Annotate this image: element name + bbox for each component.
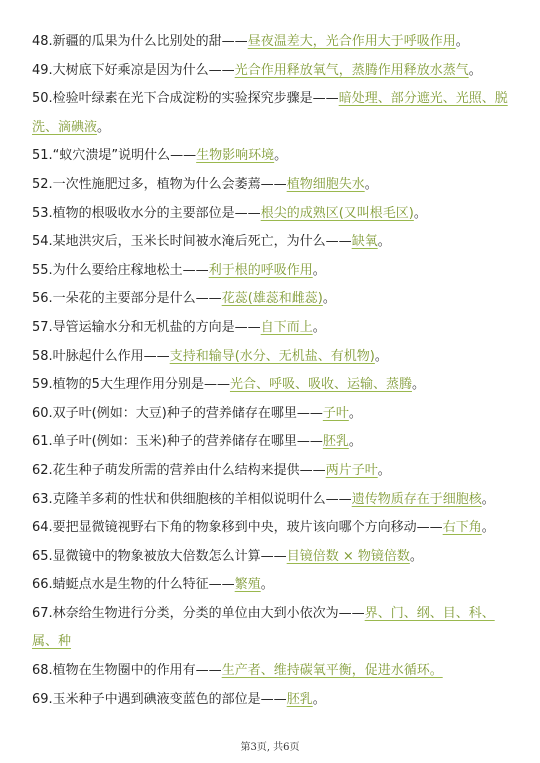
end-punct: 。 bbox=[322, 291, 336, 307]
answer-text: 繁殖 bbox=[234, 577, 261, 593]
end-punct: 。 bbox=[312, 319, 326, 335]
answer-text: 目镜倍数 × 物镜倍数 bbox=[286, 548, 410, 564]
question-item bbox=[32, 486, 516, 515]
question-text: 57.导管运输水分和无机盐的方向是—— bbox=[32, 319, 261, 335]
question-item bbox=[32, 57, 516, 86]
question-text: 68.植物在生物圈中的作用有—— bbox=[32, 663, 222, 679]
question-item bbox=[32, 28, 516, 57]
answer-text: 光合作用释放氧气，蒸腾作用释放水蒸气 bbox=[234, 62, 469, 78]
question-text: 49.大树底下好乘凉是因为什么—— bbox=[32, 62, 235, 78]
answer-text: 根尖的成熟区(又叫根毛区) bbox=[260, 205, 414, 221]
answer-text: 胚乳 bbox=[286, 691, 313, 707]
question-text: 56.一朵花的主要部分是什么—— bbox=[32, 291, 222, 307]
question-text: 66.蜻蜓点水是生物的什么特征—— bbox=[32, 577, 235, 593]
question-item bbox=[32, 142, 516, 171]
end-punct: 。 bbox=[377, 462, 391, 478]
answer-text: 子叶 bbox=[322, 405, 349, 421]
question-text: 67.林奈给生物进行分类，分类的单位由大到小依次为—— bbox=[32, 605, 365, 621]
page-footer: 第3页, 共6页 bbox=[240, 742, 300, 753]
question-item bbox=[32, 571, 516, 600]
answer-text: 胚乳 bbox=[322, 434, 349, 450]
answer-text: 利于根的呼吸作用 bbox=[208, 262, 313, 278]
answer-text: 植物细胞失水 bbox=[286, 176, 365, 192]
question-text: 51.“蚁穴溃堤”说明什么—— bbox=[32, 148, 197, 164]
question-text: 60.双子叶(例如：大豆)种子的营养储存在哪里—— bbox=[32, 405, 323, 421]
question-text: 63.克隆羊多莉的性状和供细胞核的羊相似说明什么—— bbox=[32, 491, 352, 507]
question-item bbox=[32, 400, 516, 429]
question-item bbox=[32, 85, 516, 142]
question-text: 61.单子叶(例如：玉米)种子的营养储存在哪里—— bbox=[32, 434, 323, 450]
end-punct: 。 bbox=[348, 405, 362, 421]
end-punct: 。 bbox=[468, 62, 482, 78]
question-text: 48.新疆的瓜果为什么比别处的甜—— bbox=[32, 34, 248, 49]
question-item bbox=[32, 171, 516, 200]
end-punct: 。 bbox=[364, 176, 378, 192]
question-item bbox=[32, 457, 516, 486]
question-item bbox=[32, 600, 516, 657]
answer-text: 右下角 bbox=[442, 520, 482, 536]
question-text: 52.一次性施肥过多，植物为什么会萎蔫—— bbox=[32, 176, 287, 192]
end-punct: 。 bbox=[481, 491, 495, 507]
end-punct: 。 bbox=[413, 205, 427, 221]
question-text: 69.玉米种子中遇到碘液变蓝色的部位是—— bbox=[32, 691, 287, 707]
answer-text: 自下而上 bbox=[260, 319, 313, 335]
end-punct: 。 bbox=[348, 434, 362, 450]
question-item bbox=[32, 343, 516, 372]
question-item bbox=[32, 314, 516, 343]
answer-text: 花蕊(雄蕊和雌蕊) bbox=[221, 291, 323, 307]
question-item bbox=[32, 285, 516, 314]
question-list bbox=[32, 28, 516, 714]
question-item bbox=[32, 657, 516, 686]
answer-text: 遗传物质存在于细胞核 bbox=[351, 491, 482, 507]
question-item bbox=[32, 428, 516, 457]
question-item bbox=[32, 514, 516, 543]
end-punct: 。 bbox=[409, 548, 423, 564]
question-item bbox=[32, 200, 516, 229]
question-text: 65.显微镜中的物象被放大倍数怎么计算—— bbox=[32, 548, 287, 564]
answer-text: 支持和输导(水分、无机盐、有机物) bbox=[169, 348, 375, 364]
question-item bbox=[32, 228, 516, 257]
end-punct: 。 bbox=[455, 34, 469, 49]
question-item bbox=[32, 686, 516, 715]
end-punct: 。 bbox=[411, 377, 425, 393]
answer-text: 昼夜温差大，光合作用大于呼吸作用 bbox=[247, 34, 456, 49]
question-text: 58.叶脉起什么作用—— bbox=[32, 348, 170, 364]
question-text: 50.检验叶绿素在光下合成淀粉的实验探究步骤是—— bbox=[32, 91, 339, 107]
end-punct: 。 bbox=[481, 520, 495, 536]
question-item bbox=[32, 543, 516, 572]
end-punct: 。 bbox=[374, 348, 388, 364]
end-punct: 。 bbox=[260, 577, 274, 593]
answer-text: 光合、呼吸、吸收、运输、蒸腾 bbox=[229, 377, 412, 393]
answer-text: 生物影响环境 bbox=[196, 148, 275, 164]
answer-text: 暗处理、部分遮光、光照、脱洗、滴碘液 bbox=[32, 91, 508, 135]
answer-text: 缺氧 bbox=[351, 234, 378, 250]
end-punct: 。 bbox=[97, 119, 111, 135]
end-punct: 。 bbox=[377, 234, 391, 250]
end-punct: 。 bbox=[312, 691, 326, 707]
end-punct: 。 bbox=[274, 148, 288, 164]
answer-text: 界、门、纲、目、科、属、种 bbox=[32, 605, 495, 650]
question-text: 64.要把显微镜视野右下角的物象移到中央，玻片该向哪个方向移动—— bbox=[32, 520, 443, 536]
end-punct: 。 bbox=[312, 262, 326, 278]
question-item bbox=[32, 257, 516, 286]
question-text: 55.为什么要给庄稼地松土—— bbox=[32, 262, 209, 278]
question-text: 62.花生种子萌发所需的营养由什么结构来提供—— bbox=[32, 462, 326, 478]
question-text: 53.植物的根吸收水分的主要部位是—— bbox=[32, 205, 261, 221]
question-item bbox=[32, 371, 516, 400]
question-text: 54.某地洪灾后，玉米长时间被水淹后死亡，为什么—— bbox=[32, 234, 352, 250]
question-text: 59.植物的5大生理作用分别是—— bbox=[32, 377, 230, 393]
answer-text: 两片子叶 bbox=[325, 462, 378, 478]
answer-text: 生产者、维持碳氧平衡，促进水循环。 bbox=[221, 663, 443, 679]
